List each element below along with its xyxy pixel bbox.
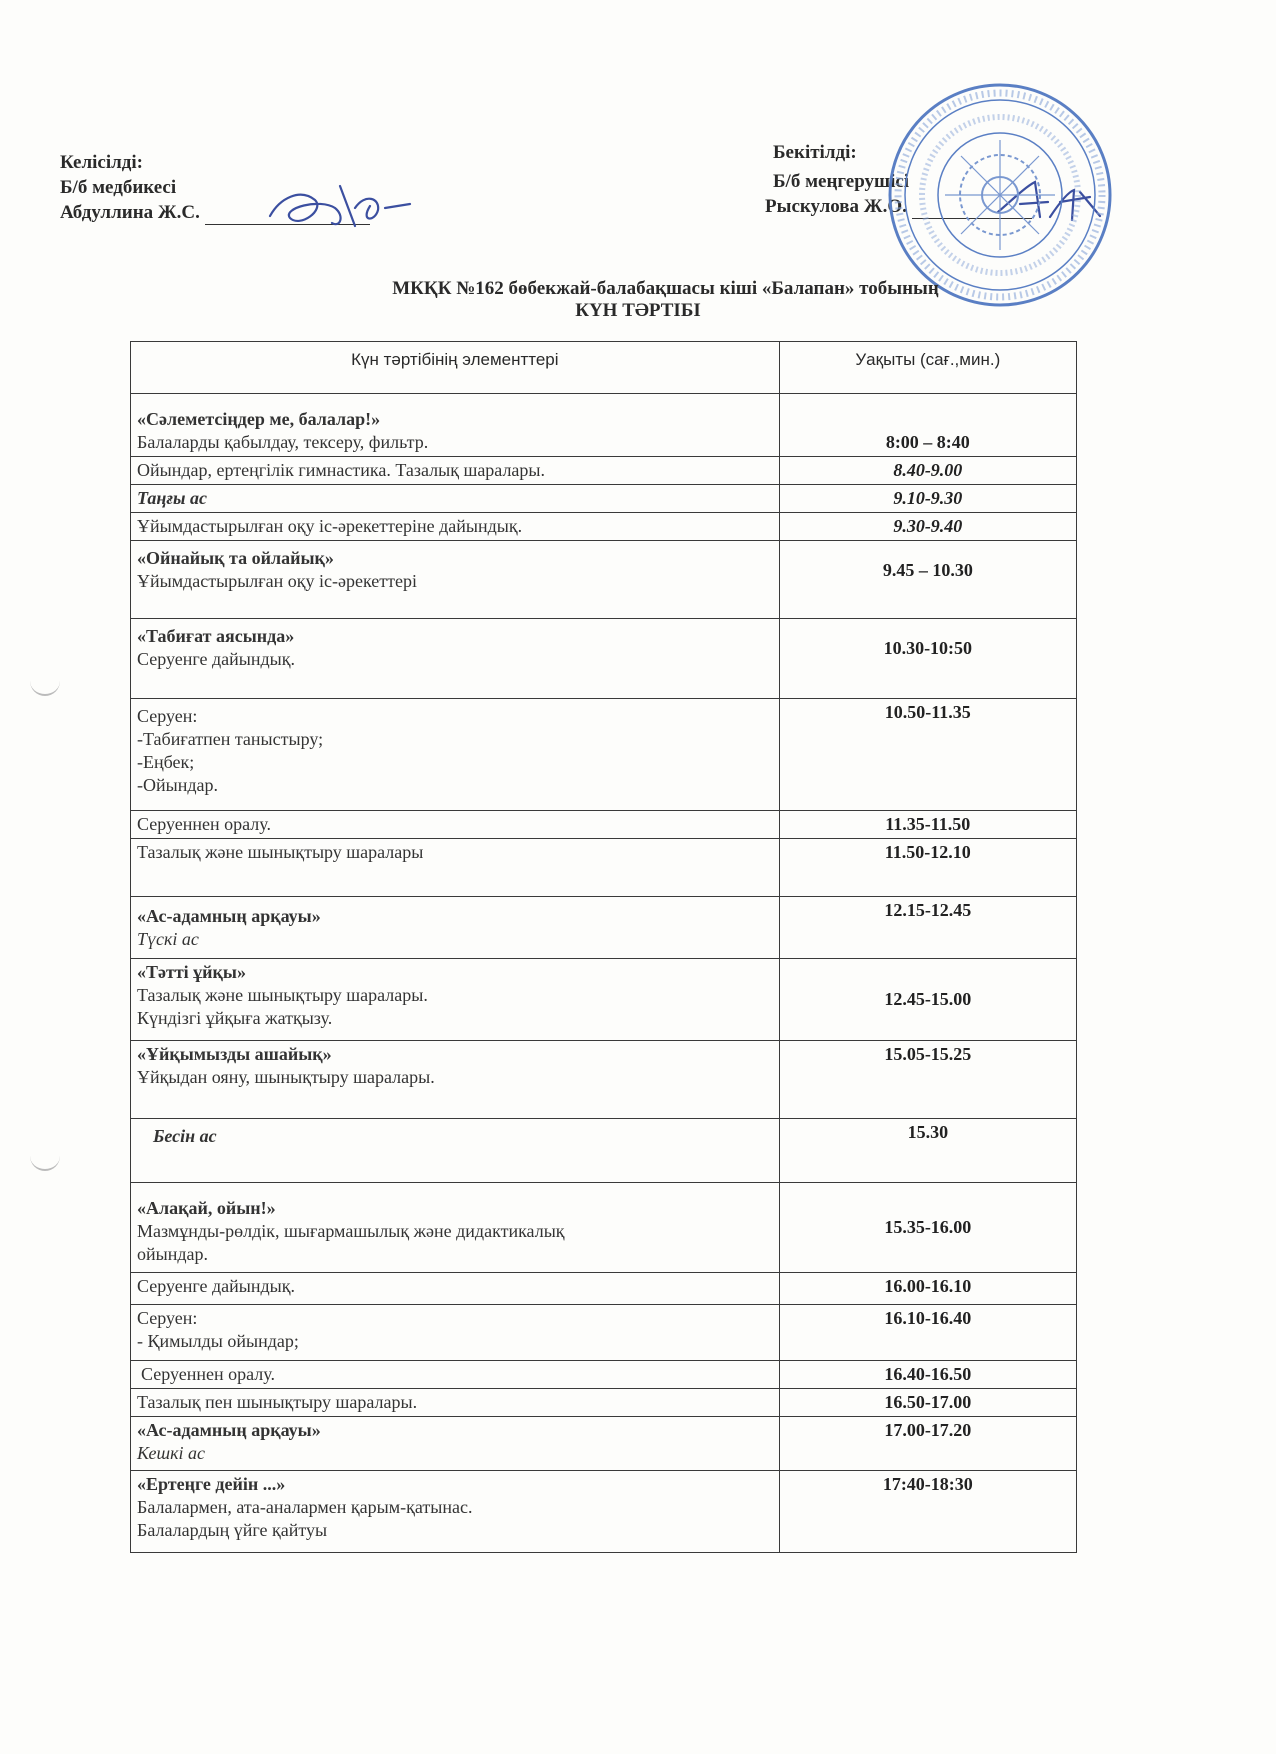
row-activity-line: Серуен:: [137, 706, 198, 726]
table-row: [131, 1305, 1077, 1361]
row-activity-title: «Сәлеметсіңдер ме, балалар!»: [137, 409, 381, 429]
row-time: 15.35-16.00: [779, 1183, 1076, 1273]
table-row: [131, 619, 1077, 699]
punch-hole-mark: [30, 680, 60, 696]
row-activity-line: Кешкі ас: [137, 1443, 205, 1463]
row-activity-line: ойындар.: [137, 1244, 209, 1264]
row-time: 15.05-15.25: [779, 1041, 1076, 1119]
row-activity-title: «Тәтті ұйқы»: [137, 962, 246, 982]
table-row: [131, 1471, 1077, 1553]
row-time: 9.45 – 10.30: [779, 541, 1076, 619]
row-activity-title: «Ас-адамның арқауы»: [137, 1420, 321, 1440]
approval-right-name: Рыскулова Ж.О.: [765, 196, 907, 217]
row-activity-line: Серуен:: [137, 1308, 198, 1328]
approval-left-name: Абдуллина Ж.С.: [60, 202, 200, 223]
approval-left-role: Б/б медбикесі: [60, 177, 177, 198]
row-activity-line: Серуенге дайындық.: [137, 649, 296, 669]
table-row: [131, 1361, 1077, 1389]
row-activity-line: Серуенге дайындық.: [137, 1276, 296, 1296]
row-time: 16.40-16.50: [779, 1361, 1076, 1389]
table-header-row: [131, 342, 1077, 394]
table-row: [131, 959, 1077, 1041]
approval-right-heading: Бекітілді:: [773, 142, 857, 163]
row-time: 9.30-9.40: [779, 513, 1076, 541]
table-row: [131, 1417, 1077, 1471]
row-time: 15.30: [779, 1119, 1076, 1183]
signature-left-image: [260, 178, 420, 238]
table-row: [131, 1389, 1077, 1417]
row-time: 11.50-12.10: [779, 839, 1076, 897]
row-activity-title: «Алақай, ойын!»: [137, 1198, 276, 1218]
table-row: [131, 394, 1077, 457]
row-activity-line: Балаларды қабылдау, тексеру, фильтр.: [137, 432, 429, 452]
row-activity-title: «Табиғат аясында»: [137, 626, 295, 646]
row-activity-line: Балалардың үйге қайтуы: [137, 1520, 328, 1540]
row-time: 12.45-15.00: [779, 959, 1076, 1041]
row-time: 16.50-17.00: [779, 1389, 1076, 1417]
table-row: [131, 1041, 1077, 1119]
row-time: 8:00 – 8:40: [779, 394, 1076, 457]
row-activity-line: Ұйқыдан ояну, шынықтыру шаралары.: [137, 1067, 435, 1087]
punch-hole-mark: [30, 1155, 60, 1171]
row-activity-line: Ұйымдастырылған оқу іс-әрекеттері: [137, 571, 418, 591]
approval-right-role: Б/б меңгерушісі: [773, 171, 910, 192]
row-activity-title: «Ертеңге дейін ...»: [137, 1474, 286, 1494]
table-row: [131, 897, 1077, 959]
table-row: [131, 1183, 1077, 1273]
row-activity-title: «Ас-адамның арқауы»: [137, 906, 321, 926]
table-row: [131, 699, 1077, 811]
header-elements: Күн тәртібінің элементтері: [131, 342, 780, 394]
row-time: 11.35-11.50: [779, 811, 1076, 839]
row-activity-line: - Қимылды ойындар;: [137, 1331, 299, 1351]
row-time: 12.15-12.45: [779, 897, 1076, 959]
table-row: [131, 513, 1077, 541]
row-time: 8.40-9.00: [779, 457, 1076, 485]
row-activity-title: Бесін ас: [153, 1126, 217, 1146]
row-activity-line: Тазалық және шынықтыру шаралары.: [137, 985, 428, 1005]
document-title: [0, 278, 1276, 322]
row-activity-line: Серуеннен оралу.: [137, 814, 271, 834]
row-time: 16.00-16.10: [779, 1273, 1076, 1305]
row-activity-line: Тазалық және шынықтыру шаралары: [137, 842, 424, 862]
schedule-table: [130, 341, 1077, 1553]
table-row: [131, 457, 1077, 485]
row-activity-line: Ұйымдастырылған оқу іс-әрекеттеріне дайындық.: [137, 516, 523, 536]
row-activity-line: -Ойындар.: [137, 775, 218, 795]
row-activity-title: «Ұйқымызды ашайық»: [137, 1044, 332, 1064]
row-activity-line: Мазмұнды-рөлдік, шығармашылық және дидактикалық: [137, 1221, 565, 1241]
row-activity-line: Ойындар, ертеңгілік гимнастика. Тазалық шаралары.: [137, 460, 546, 480]
approval-left-heading: Келісілді:: [60, 152, 144, 173]
row-time: 17:40-18:30: [779, 1471, 1076, 1553]
table-row: [131, 485, 1077, 513]
title-line-2: КҮН ТӘРТІБІ: [575, 300, 701, 321]
row-time: 16.10-16.40: [779, 1305, 1076, 1361]
row-activity-title: Таңғы ас: [137, 488, 207, 508]
table-row: [131, 1273, 1077, 1305]
row-activity-line: Түскі ас: [137, 929, 199, 949]
row-activity-line: Серуеннен оралу.: [141, 1364, 275, 1384]
row-time: 9.10-9.30: [779, 485, 1076, 513]
row-activity-line: -Еңбек;: [137, 752, 195, 772]
table-row: [131, 811, 1077, 839]
header-time: Уақыты (сағ.,мин.): [779, 342, 1076, 394]
table-row: [131, 541, 1077, 619]
official-stamp-image: [885, 80, 1115, 310]
row-activity-title: «Ойнайық та ойлайық»: [137, 548, 334, 568]
row-activity-line: Балалармен, ата-аналармен қарым-қатынас.: [137, 1497, 473, 1517]
title-line-1: МКҚК №162 бөбекжай-балабақшасы кіші «Балапан» тобының: [392, 278, 939, 299]
table-row: [131, 839, 1077, 897]
row-time: 10.50-11.35: [779, 699, 1076, 811]
row-activity-line: Тазалық пен шынықтыру шаралары.: [137, 1392, 418, 1412]
row-activity-line: -Табиғатпен таныстыру;: [137, 729, 324, 749]
table-row: [131, 1119, 1077, 1183]
row-activity-line: Күндізгі ұйқыға жатқызу.: [137, 1008, 333, 1028]
row-time: 17.00-17.20: [779, 1417, 1076, 1471]
row-time: 10.30-10:50: [779, 619, 1076, 699]
